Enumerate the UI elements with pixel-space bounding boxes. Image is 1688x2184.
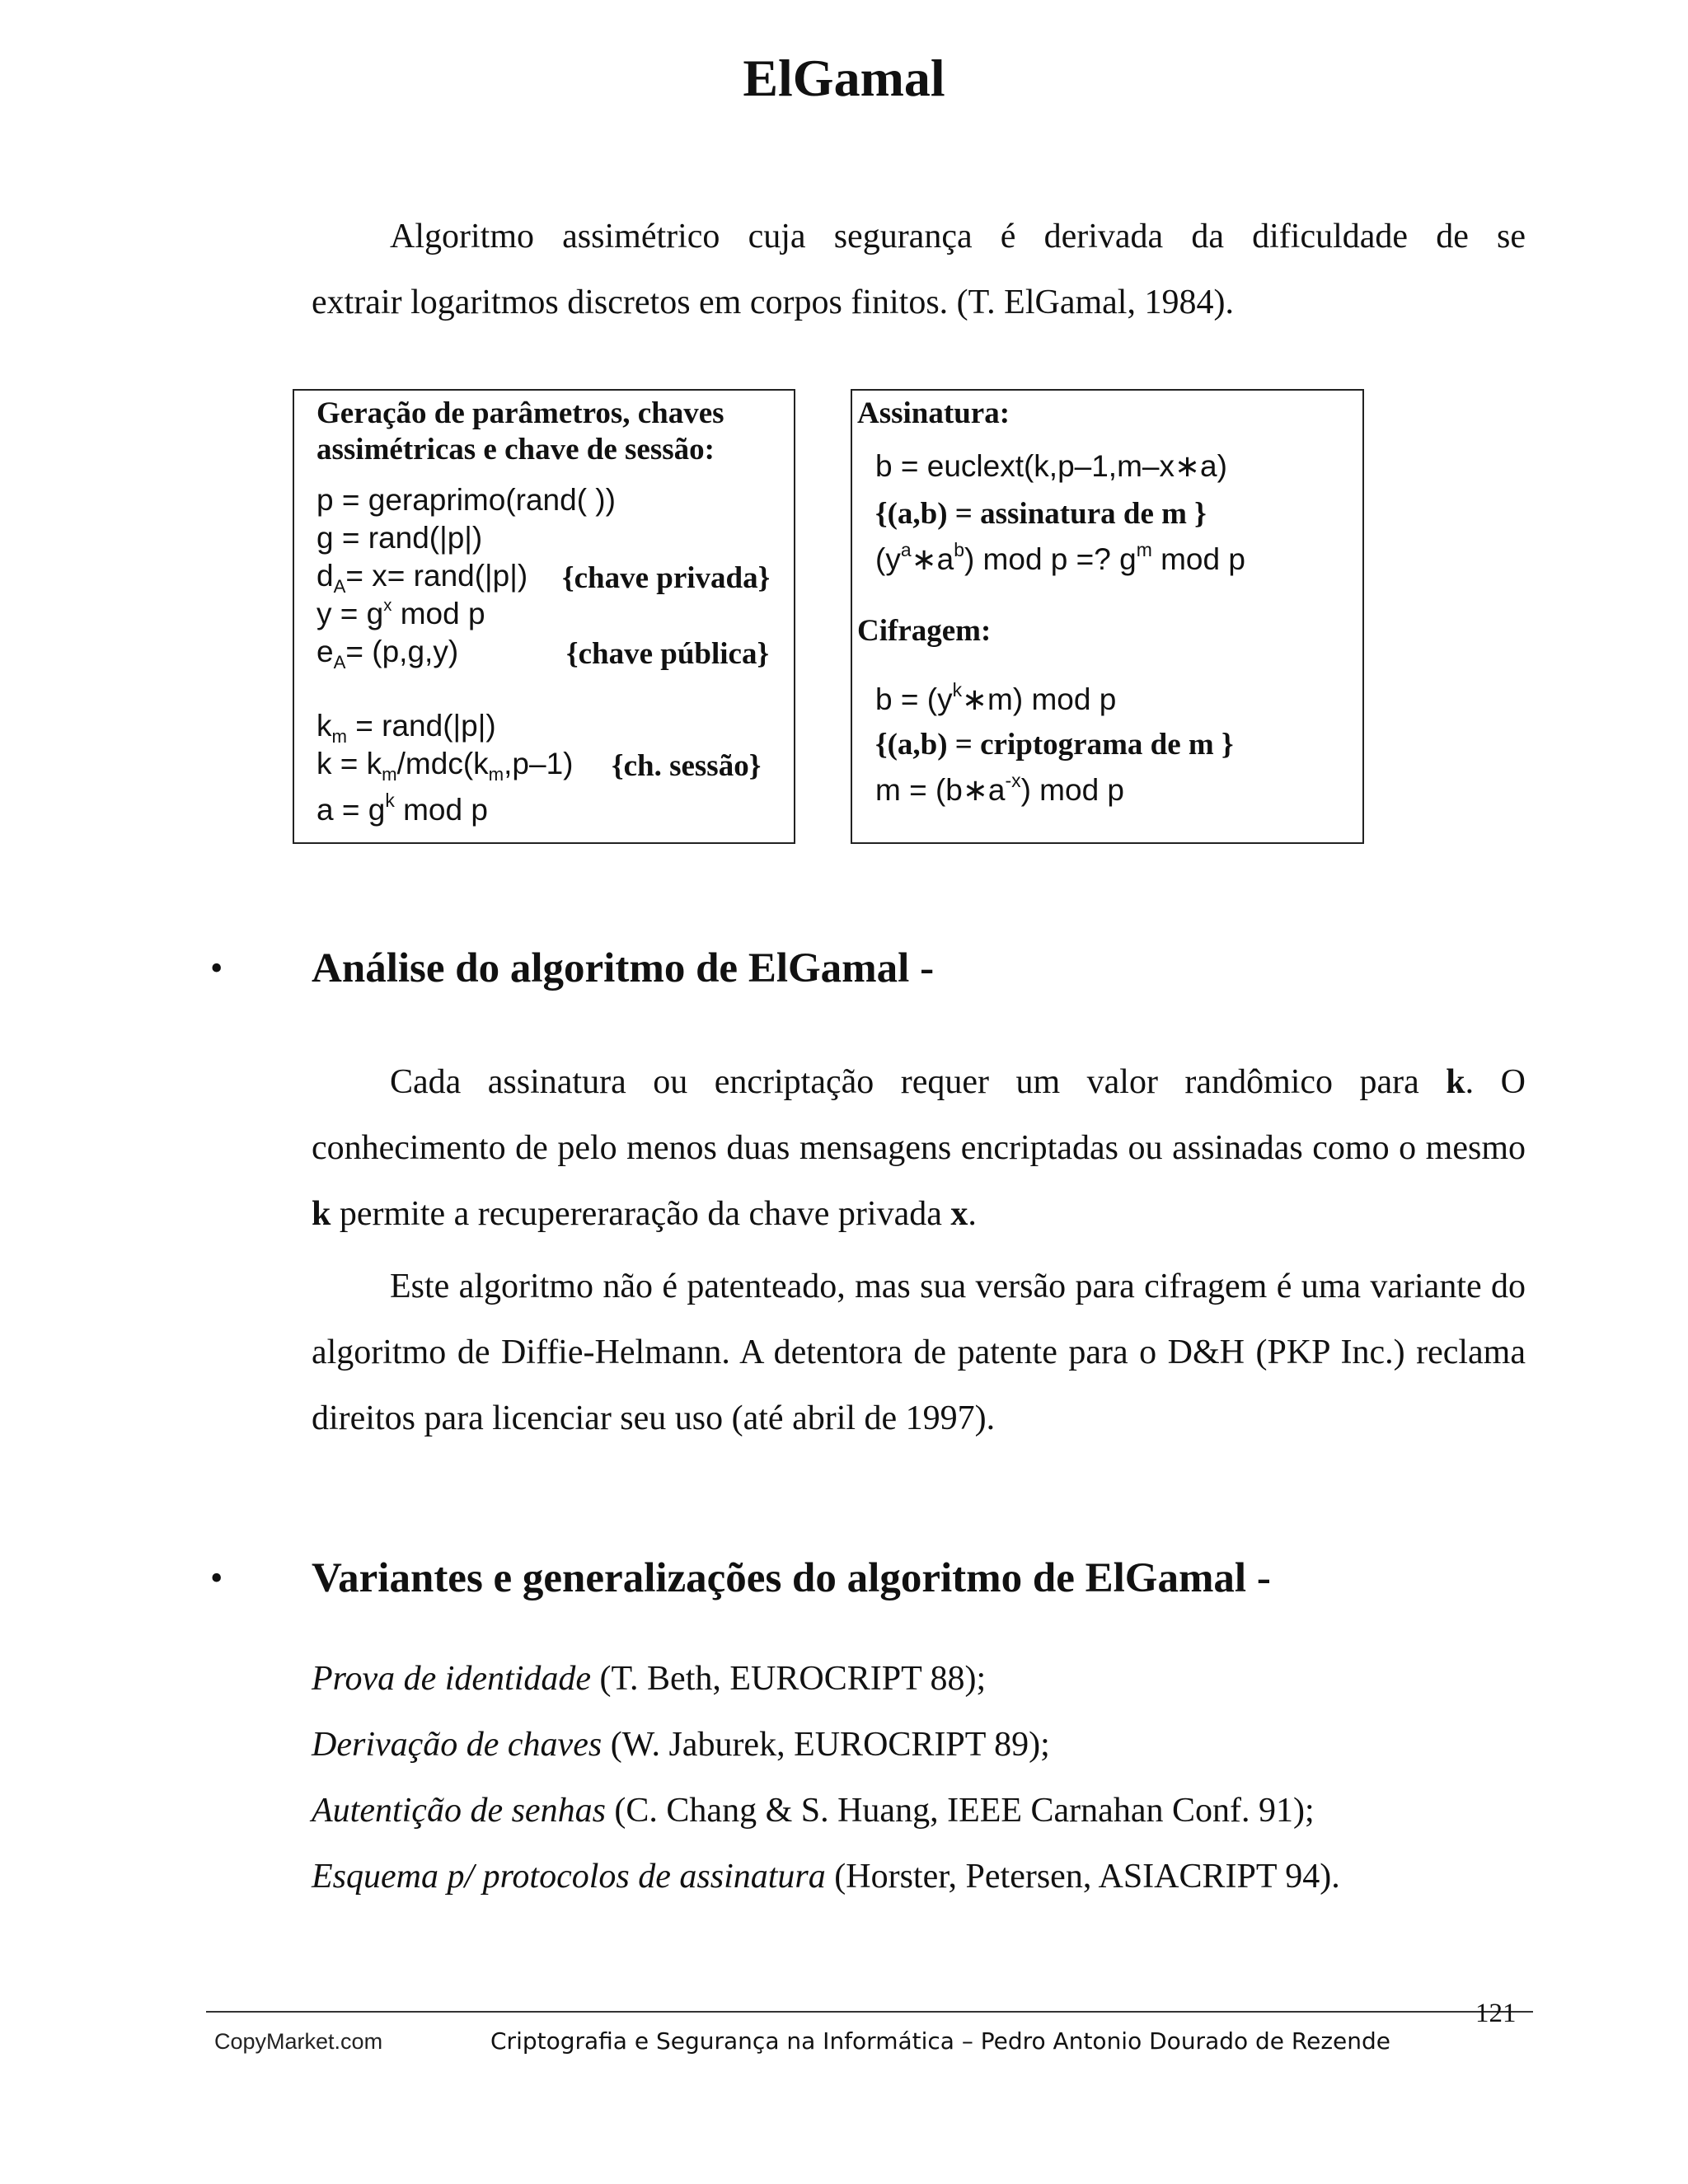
page-number: 121 <box>1475 1999 1517 2028</box>
page-title: ElGamal <box>743 49 945 107</box>
random-km-line: $k_m$ = rand(|p|) <box>316 709 496 747</box>
section1-paragraph-1: Cada assinatura ou encriptação requer um valor randômico para k. O conhecimento de pelo menos duas mensagens encriptadas ou assinadas como o mesmo k permite a recupereraração da chave privada x. <box>312 1063 1526 1233</box>
public-value-line: $y = g^x$ mod p <box>316 597 485 630</box>
footer-site-name: CopyMarket.com <box>214 2029 383 2054</box>
decryption-line: $m = (b∗a^{-x})$ mod p <box>875 770 1125 807</box>
keygen-heading-line-2: assimétricas e chave de sessão: <box>316 433 715 466</box>
keygen-heading-line-1: Geração de parâmetros, chaves <box>316 396 724 430</box>
section2-heading: Variantes e generalizações do algoritmo de ElGamal - <box>312 1555 1271 1601</box>
section2-bullet: • <box>210 1558 223 1598</box>
intro-line-1: Algoritmo assimétrico cuja segurança é derivada da dificuldade de se <box>390 218 1526 255</box>
private-key-line: $d_A= x=$ rand(|p|) <box>316 559 528 597</box>
section1-bullet: • <box>210 948 223 988</box>
reference-item: Autentição de senhas (C. Chang & S. Huang, IEEE Carnahan Conf. 91); <box>312 1792 1315 1830</box>
prime-generation-line: p = geraprimo(rand( )) <box>316 483 616 517</box>
signature-heading: Assinatura: <box>857 396 1010 430</box>
encryption-note: {(a,b) = criptograma de m } <box>875 728 1234 762</box>
reference-item: Prova de identidade (T. Beth, EUROCRIPT 88); <box>312 1660 987 1698</box>
signature-encryption-box <box>851 389 1364 844</box>
intro-line-2: extrair logaritmos discretos em corpos finitos. (T. ElGamal, 1984). <box>312 284 1234 321</box>
encryption-b-line: $b = (y^k∗m)$ mod p <box>875 679 1117 716</box>
key-generation-box <box>293 389 795 844</box>
session-key-line: $k = k_m/mdc(k_m,p-1)$ <box>316 747 574 785</box>
section1-paragraph-2: Este algoritmo não é patenteado, mas sua versão para cifragem é uma variante do algoritmo de Diffie-Helmann. A detentora de patente para o D&H (PKP Inc.) reclama direitos para licenciar seu uso (até abril de 1997). <box>312 1268 1526 1437</box>
reference-item: Esquema p/ protocolos de assinatura (Horster, Petersen, ASIACRIPT 94). <box>312 1858 1340 1896</box>
public-key-note: {chave pública} <box>566 637 770 671</box>
footer-book-title: Criptografia e Segurança na Informática – Pedro Antonio Dourado de Rezende <box>490 2027 1391 2055</box>
section1-heading: Análise do algoritmo de ElGamal - <box>312 945 935 991</box>
footer-divider <box>206 2011 1533 2013</box>
encryption-heading: Cifragem: <box>857 614 992 648</box>
session-key-note: {ch. sessão} <box>612 749 762 783</box>
signature-note: {(a,b) = assinatura de m } <box>875 497 1207 531</box>
a-value-line: $a = g^k$ mod p <box>316 790 488 827</box>
generator-line: g = rand(|p|) <box>316 521 483 555</box>
signature-verification-line: $(y^a∗a^b)$ mod p =? $g^m$ mod p <box>875 539 1245 576</box>
reference-item: Derivação de chaves (W. Jaburek, EUROCRIPT 89); <box>312 1726 1050 1764</box>
private-key-note: {chave privada} <box>562 561 771 595</box>
public-key-line: $e_A= (p,g,y)$ <box>316 635 459 673</box>
intro-paragraph <box>312 204 1526 335</box>
signature-b-line: b = euclext(k,p–1,m–x∗a) <box>875 449 1227 483</box>
